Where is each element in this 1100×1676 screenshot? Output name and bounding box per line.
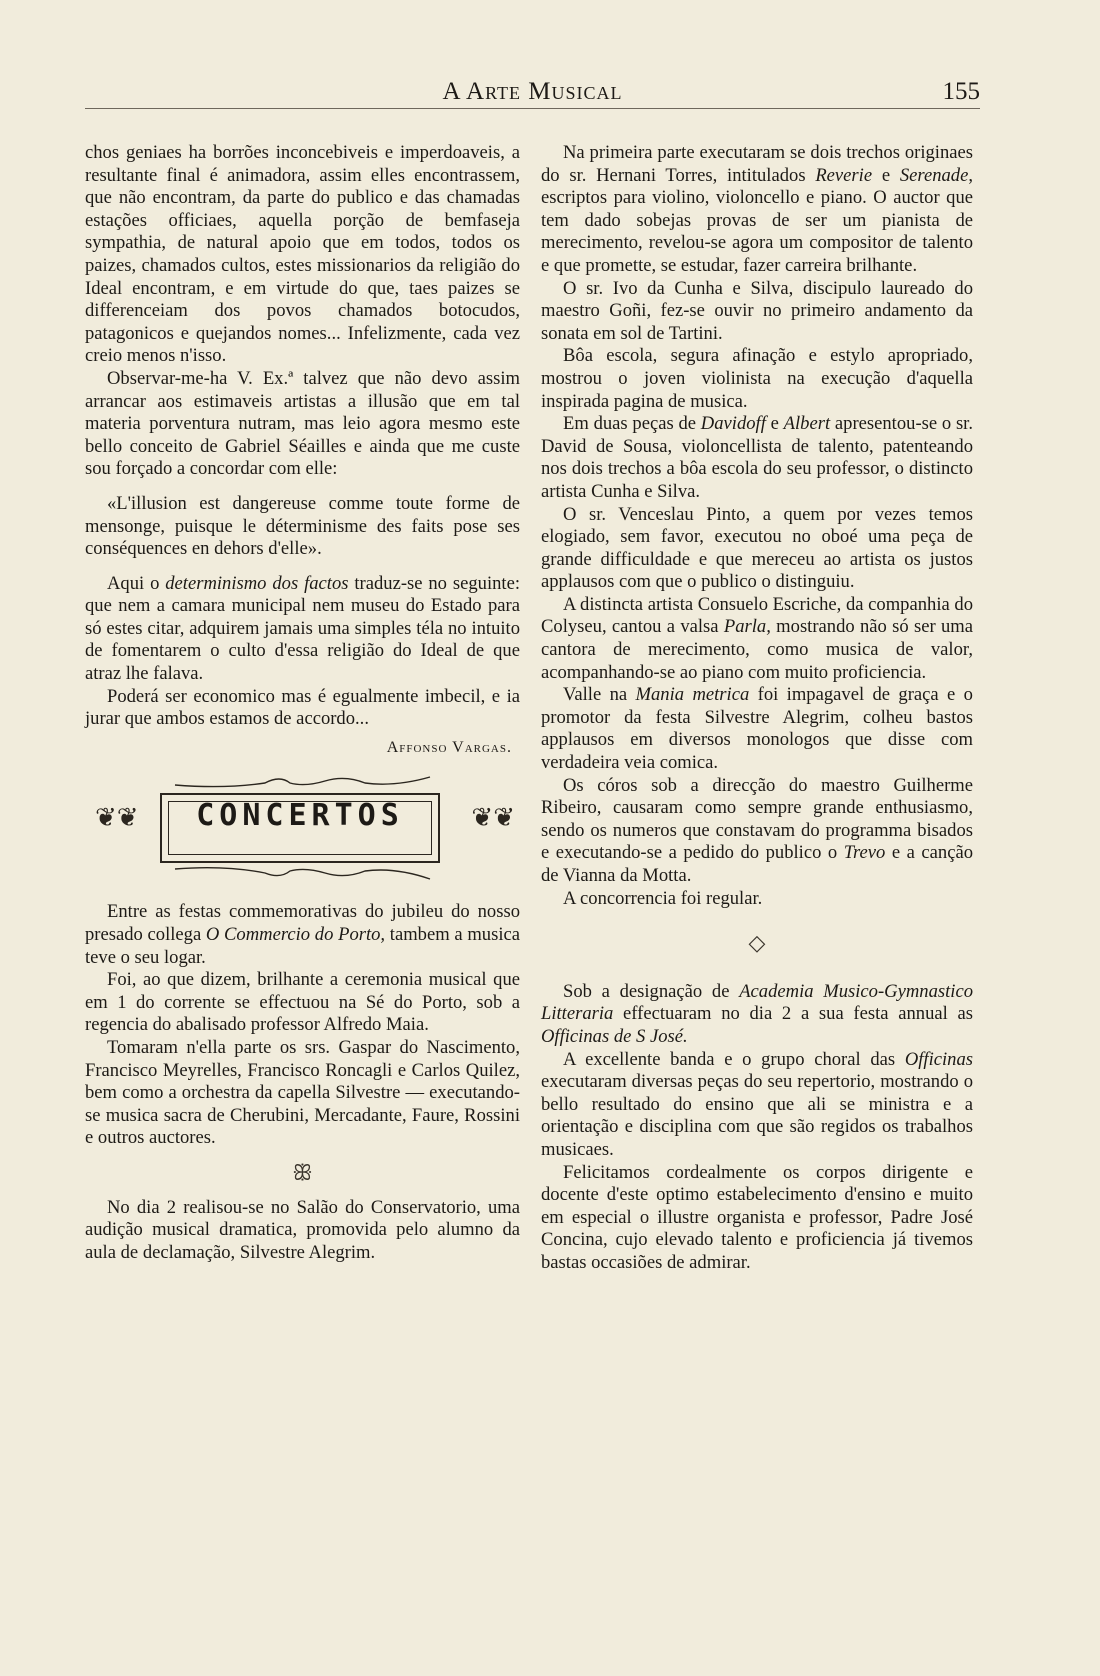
paragraph: Poderá ser economico mas é egualmente imbecil, e ia jurar que ambos estamos de accordo...: [85, 685, 520, 730]
left-scroll-ornament: ❦❦: [95, 803, 139, 833]
paragraph: O sr. Venceslau Pinto, a quem por vezes temos elogiado, sem favor, executou no oboé uma peça de grande difficuldade e que mereceu ao artista os justos applausos com que o publico o distinguiu.: [541, 503, 973, 593]
paragraph: Sob a designação de Academia Musico-Gymnastico Litteraria effectuaram no dia 2 a sua festa annual as Officinas de S José.: [541, 980, 973, 1047]
paragraph: Observar-me-ha V. Ex.ª talvez que não devo assim arrancar aos estimaveis artistas a illusão que em tal materia porventura nutram, mas leio agora mesmo este bello conceito de Gabriel Séailles e ainda que me custe sou forçado a concordar com elle:: [85, 367, 520, 480]
section-heading-ornament: [85, 773, 520, 883]
paragraph: Na primeira parte executaram se dois trechos originaes do sr. Hernani Torres, intitulados Reverie e Serenade, escriptos para violino, violoncello e piano. O auctor que tem dado sobejas provas de ser um pianista de merecimento, revelou-se agora um compositor de talento e que promette, se estudar, fazer carreira brilhante.: [541, 142, 973, 276]
paragraph: Aqui o determinismo dos factos traduz-se no seguinte: que nem a camara municipal nem museu do Estado para só estes citar, adquirem jamais uma simples téla no intuito de fomentarem o culto d'essa religião do Ideal de que atraz lhe falava.: [85, 572, 520, 685]
section-title-frame: [160, 793, 440, 863]
quotation: «L'illusion est dangereuse comme toute forme de mensonge, puisque le déterminisme des faits pose ses conséquences en dehors d'elle».: [85, 492, 520, 560]
left-column: [85, 142, 520, 1264]
running-header: [85, 78, 980, 109]
paragraph: A excellente banda e o grupo choral das Officinas executaram diversas peças do seu repertorio, mostrando o bello resultado do ensino que ali se ministra e a orientação e disciplina com que são regidos os trabalhos musicaes.: [541, 1048, 973, 1160]
paragraph: A distincta artista Consuelo Escriche, da companhia do Colyseu, cantou a valsa Parla, mostrando não só ser uma cantora de merecimento, como musica de valor, acompanhando-se ao piano com muito proficiencia.: [541, 593, 973, 683]
diamond-ornament-icon: ◇: [748, 930, 766, 956]
right-scroll-ornament: ❦❦: [471, 803, 515, 833]
paragraph: Foi, ao que dizem, brilhante a ceremonia musical que em 1 do corrente se effectuou na Sé do Porto, sob a regencia do abalisado professor Alfredo Maia.: [85, 969, 520, 1036]
paragraph: Entre as festas commemorativas do jubileu do nosso presado collega O Commercio do Porto, tambem a musica teve o seu logar.: [85, 901, 520, 968]
paragraph: O sr. Ivo da Cunha e Silva, discipulo laureado do maestro Goñi, fez-se ouvir no primeiro andamento da sonata em sol de Tartini.: [541, 277, 973, 344]
right-column: [541, 142, 973, 1275]
paragraph: Felicitamos cordealmente os corpos dirigente e docente d'este optimo estabelecimento d'ensino e muito em especial o illustre organista e professor, Padre José Concina, cujo elevado talento e proficiencia já tivemos bastas occasiões de admirar.: [541, 1161, 973, 1273]
fleuron-icon: ꕥ: [292, 1159, 313, 1185]
author-signature: Affonso Vargas.: [386, 738, 512, 756]
paragraph: Tomaram n'ella parte os srs. Gaspar do Nascimento, Francisco Meyrelles, Francisco Roncagli e Carlos Quilez, bem como a orchestra da capella Silvestre — executando-se musica sacra de Cherubini, Mercadante, Faure, Rossini e outros auctores.: [85, 1037, 520, 1149]
paragraph: Em duas peças de Davidoff e Albert apresentou-se o sr. David de Sousa, violoncellista de talento, patenteando nos dois trechos a bôa escola do seu professor, o distincto artista Cunha e Silva.: [541, 413, 973, 502]
flourish-top-ornament: [165, 773, 440, 789]
flourish-bottom-ornament: [165, 865, 440, 881]
paragraph: No dia 2 realisou-se no Salão do Conservatorio, uma audição musical dramatica, promovida pelo alumno da aula de declamação, Silvestre Alegrim.: [85, 1196, 520, 1263]
section-title: CONCERTOS: [196, 798, 404, 834]
paragraph: Os córos sob a direcção do maestro Guilherme Ribeiro, causaram como sempre grande enthusiasmo, sendo os numeros que constavam do programma bisados e executando-se a pedido do publico o Trevo e a canção de Vianna da Motta.: [541, 774, 973, 886]
paragraph: A concorrencia foi regular.: [563, 887, 763, 909]
paragraph: Valle na Mania metrica foi impagavel de graça e o promotor da festa Silvestre Alegrim, colheu bastos applausos em diversos monologos que disse com verdadeira veia comica.: [541, 684, 973, 774]
journal-title: A Arte Musical: [442, 78, 623, 105]
page-number: 155: [942, 78, 980, 105]
paragraph: Bôa escola, segura afinação e estylo apropriado, mostrou o joven violinista na execução d'aquella inspirada pagina de musica.: [541, 345, 973, 412]
paragraph: chos geniaes ha borrões inconcebiveis e imperdoaveis, a resultante final é animadora, assim elles encontrassem, que não encontram, da parte do publico e das chamadas estações officiaes, aquella porção de bemfaseja sympathia, de natural apoio que em todos, todos os paizes, chamados cultos, estes missionarios da religião do Ideal encontram, e em virtude do que, taes paizes se differenceiam dos povos chamados botocudos, patagonicos e quejandos nomes... Infelizmente, cada vez creio menos n'isso.: [85, 142, 520, 367]
